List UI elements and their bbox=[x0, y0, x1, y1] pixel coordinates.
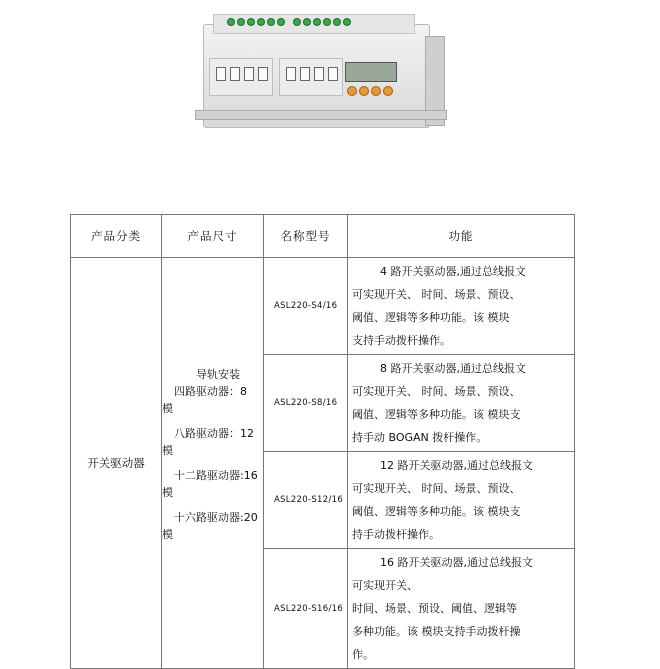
model-cell: ASL220-S4/16 bbox=[264, 258, 348, 355]
function-cell bbox=[348, 549, 575, 669]
function-cell bbox=[348, 452, 575, 549]
function-line: 阈值、逻辑等多种功能。该 模块 bbox=[352, 311, 510, 324]
terminal-screw bbox=[257, 18, 265, 26]
function-line: 时间、场景、预设、阈值、逻辑等 bbox=[352, 602, 517, 615]
product-table bbox=[70, 214, 575, 669]
switch-module bbox=[279, 58, 343, 96]
function-line: 持手动拨杆操作。 bbox=[352, 528, 440, 541]
terminal-screw bbox=[267, 18, 275, 26]
header-row bbox=[71, 215, 575, 258]
function-line: 阈值、逻辑等多种功能。该 模块支 bbox=[352, 505, 521, 518]
lcd-display bbox=[345, 62, 397, 82]
table-row bbox=[71, 258, 575, 355]
product-photo bbox=[195, 6, 445, 134]
size-line: 十六路驱动器:20 bbox=[174, 511, 258, 524]
header-size: 产品尺寸 bbox=[162, 215, 264, 258]
model-cell: ASL220-S12/16 bbox=[264, 452, 348, 549]
model-cell: ASL220-S8/16 bbox=[264, 355, 348, 452]
size-line: 导轨安装 bbox=[196, 368, 240, 381]
header-category: 产品分类 bbox=[71, 215, 162, 258]
terminal-screw bbox=[247, 18, 255, 26]
size-cell bbox=[162, 258, 264, 669]
terminal-screw bbox=[293, 18, 301, 26]
size-line: 模 bbox=[162, 444, 173, 457]
size-line: 十二路驱动器:16 bbox=[174, 469, 258, 482]
category-cell: 开关驱动器 bbox=[71, 258, 162, 669]
function-line: 可实现开关、 时间、场景、预设、 bbox=[352, 482, 521, 495]
din-rail bbox=[195, 110, 447, 120]
terminal-screw bbox=[277, 18, 285, 26]
function-line: 16 路开关驱动器,通过总线报文 bbox=[380, 556, 533, 569]
function-line: 8 路开关驱动器,通过总线报文 bbox=[380, 362, 526, 375]
size-line: 四路驱动器：8 bbox=[174, 385, 247, 398]
size-line: 模 bbox=[162, 402, 173, 415]
function-line: 12 路开关驱动器,通过总线报文 bbox=[380, 459, 533, 472]
function-line: 可实现开关、 时间、场景、预设、 bbox=[352, 288, 521, 301]
terminal-screw bbox=[323, 18, 331, 26]
size-line: 模 bbox=[162, 528, 173, 541]
header-model: 名称型号 bbox=[264, 215, 348, 258]
function-line: 持手动 BOGAN 拨杆操作。 bbox=[352, 431, 488, 444]
terminal-screw bbox=[313, 18, 321, 26]
size-line: 八路驱动器：12 bbox=[174, 427, 254, 440]
function-cell bbox=[348, 258, 575, 355]
size-line: 模 bbox=[162, 486, 173, 499]
terminal-screw bbox=[303, 18, 311, 26]
switch-module bbox=[209, 58, 273, 96]
control-button bbox=[383, 86, 393, 96]
terminal-screw bbox=[333, 18, 341, 26]
terminal-screw bbox=[237, 18, 245, 26]
terminal-screw bbox=[343, 18, 351, 26]
control-button bbox=[347, 86, 357, 96]
control-button bbox=[371, 86, 381, 96]
function-line: 阈值、逻辑等多种功能。该 模块支 bbox=[352, 408, 521, 421]
function-line: 4 路开关驱动器,通过总线报文 bbox=[380, 265, 526, 278]
function-line: 可实现开关、 时间、场景、预设、 bbox=[352, 385, 521, 398]
function-line: 作。 bbox=[352, 648, 374, 661]
terminal-screw bbox=[227, 18, 235, 26]
function-line: 可实现开关、 bbox=[352, 579, 418, 592]
model-cell: ASL220-S16/16 bbox=[264, 549, 348, 669]
function-cell bbox=[348, 355, 575, 452]
function-line: 多种功能。该 模块支持手动拨杆操 bbox=[352, 625, 521, 638]
function-line: 支持手动拨杆操作。 bbox=[352, 334, 451, 347]
header-function: 功能 bbox=[348, 215, 575, 258]
control-button bbox=[359, 86, 369, 96]
